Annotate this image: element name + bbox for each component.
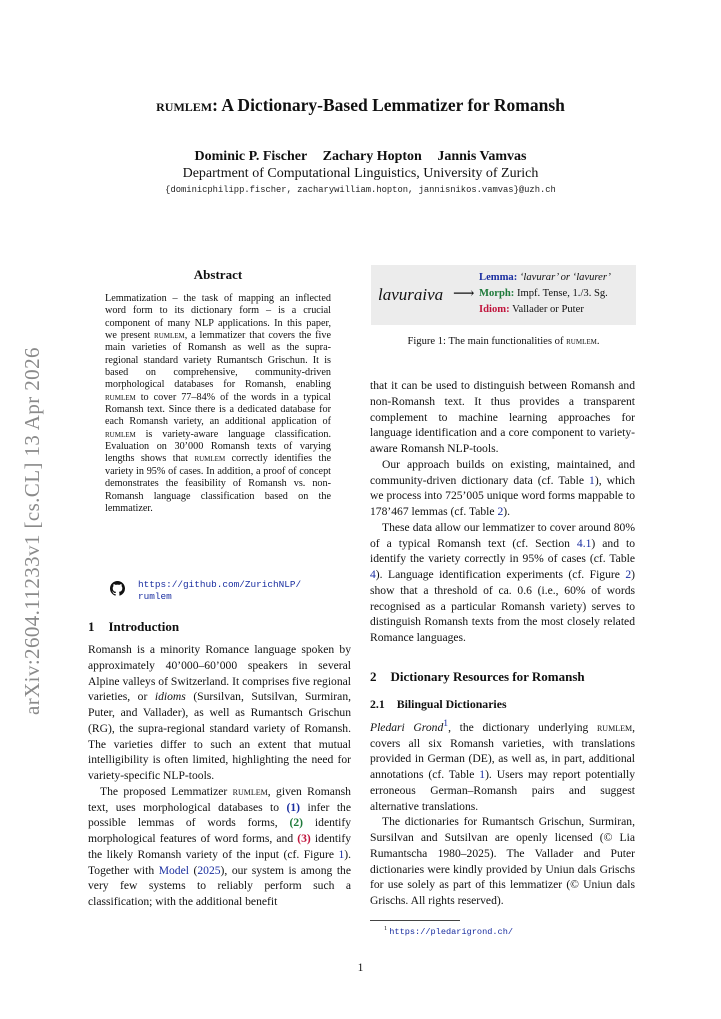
- paragraph: These data allow our lemmatizer to cover around 80% of a typical Romansh text (cf. Section 4.1) and to identify the variety correctly in 95% of cases (cf. Table 4). Language identification experiments (cf. Figure 2) show that a threshold of ca. 0.6 (i.e., 60% of words recognised as a particular Romansh variety) serves to distinguish Romansh texts from the most closely related Romance languages.: [370, 520, 635, 644]
- paragraph: The dictionaries for Rumantsch Grischun, Surmiran, Sursilvan and Sutsilvan are openly licensed (© Lia Rumantscha 1980–2025). The Vallader and Puter dictionaries were kindly provided by Uniun dals Grischs for use solely as part of this lemmatizer (© Uniun dals Grischs. All rights reserved).: [370, 815, 635, 908]
- author-list: [0, 149, 721, 165]
- figure-caption: Figure 1: The main functionalities of rumlem.: [407, 336, 600, 347]
- figure-1: [371, 265, 636, 325]
- example-word: lavuraiva: [378, 285, 444, 304]
- github-icon: [110, 581, 125, 596]
- figure-ref[interactable]: 1: [338, 847, 345, 861]
- arrow-right-icon: ⟶: [453, 286, 475, 302]
- footnote: $^1$ https://pledarigrond.ch/: [384, 925, 514, 937]
- arxiv-identifier: arXiv:2604.11233v1 [cs.CL] 13 Apr 2026: [20, 347, 44, 715]
- footnote-ref[interactable]: 1: [443, 718, 449, 729]
- table-ref[interactable]: 1: [479, 768, 486, 782]
- affiliation: Department of Computational Linguistics, University of Zurich: [182, 166, 539, 181]
- subsection-heading: 2.1 Bilingual Dictionaries: [370, 697, 507, 711]
- author-name: Dominic P. Fischer: [194, 149, 308, 164]
- lemma-row: Lemma: ‘lavurar’ or ‘lavurer’: [479, 272, 611, 283]
- paper-title: [0, 95, 721, 116]
- figure-ref[interactable]: 2: [625, 568, 632, 581]
- paragraph: The proposed Lemmatizer rumlem, given Romansh text, uses morphological databases to (1) infer the possible lemmas of words forms, (2) identify morphological features of word forms, and (3) identify the likely Romansh variety of the input (cf. Figure 1). Together with Model (2025), our system is among the very few systems to reliably perform such a classification; with the additional benefit: [88, 784, 351, 908]
- idiom-row: Idiom: Vallader or Puter: [479, 304, 584, 315]
- paragraph: Romansh is a minority Romance language spoken by approximately 40’000–60’000 speakers in several Alpine valleys of Switzerland. It comprises five regional varieties, or idioms (Sursilvan, Sutsilvan, Surmiran, Puter, and Vallader), as well as Rumantsch Grischun (RG), the supra-regional standard variety of Romansh. The varieties differ to such an extent that mutual intelligibility is often limited, highlighting the need for variety-specific NLP-tools.: [88, 643, 352, 782]
- section-2-body: [370, 716, 635, 909]
- paragraph: Pledari Grond$^1$, the dictionary underlying rumlem, covers all six Romansh varieties, with translations provided in German (DE), as well as, in part, additional annotations (cf. Table 1). Users may report potentially erroneous German–Romansh pairs and suggest alternative translations.: [370, 718, 636, 813]
- footnote-url[interactable]: https://pledarigrond.ch/: [389, 926, 514, 937]
- introduction-body: [88, 642, 351, 910]
- right-column-body: [370, 378, 635, 646]
- repo-url[interactable]: https://github.com/ZurichNLP/ rumlem: [138, 579, 302, 602]
- citation-year-link[interactable]: 2025: [197, 863, 221, 877]
- table-ref[interactable]: 2: [497, 505, 504, 518]
- system-name: rumlem: [156, 95, 213, 115]
- title-text: : A Dictionary-Based Lemmatizer for Romansh: [212, 95, 565, 115]
- section-heading: 1 Introduction: [88, 619, 180, 634]
- abstract-text: Lemmatization – the task of mapping an inflected word form to its dictionary form – is a crucial component of many NLP applications. In this paper, we present rumlem, a lemmatizer that covers the five main varieties of Romansh as well as the supra-regional standard variety Rumantsch Grischun. It is based on comprehensive, community-driven morphological databases for Romansh, enabling rumlem to cover 77–84% of the words in a typical Romansh text. Since there is a dedicated database for each Romansh variety, an additional application of rumlem is variety-aware language classification. Evaluation on 30’000 Romansh texts of varying lengths shows that rumlem correctly identifies the variety in 95% of cases. In addition, a proof of concept demonstrates the feasibility of Romansh vs. non-Romansh language classification based on the lemmatizer.: [105, 293, 331, 514]
- section-ref[interactable]: 4.1: [576, 536, 592, 550]
- abstract-heading: Abstract: [193, 267, 243, 282]
- footnote-divider: [370, 920, 460, 921]
- table-ref[interactable]: 4: [370, 568, 376, 581]
- author-emails: {dominicphilipp.fischer, zacharywilliam.hopton, jannisnikos.vamvas}@uzh.ch: [165, 185, 556, 195]
- section-heading: 2 Dictionary Resources for Romansh: [370, 669, 585, 684]
- table-ref[interactable]: 1: [589, 473, 595, 487]
- citation-link[interactable]: Model: [158, 863, 189, 877]
- paragraph: Our approach builds on existing, maintained, and community-driven dictionary data (cf. Table 1), which we process into 725’005 unique word forms mappable to 178’467 lemmas (cf. Table 2).: [370, 457, 635, 518]
- marker-3: (3): [297, 832, 311, 845]
- page-number: 1: [357, 962, 364, 974]
- morph-row: Morph: Impf. Tense, 1./3. Sg.: [479, 288, 608, 299]
- marker-1: (1): [286, 800, 301, 814]
- author-name: Jannis Vamvas: [437, 149, 527, 164]
- paragraph: that it can be used to distinguish between Romansh and non-Romansh text. It thus provides a transparent complement to machine learning approaches for language identification and a core component to variety-aware Romansh NLP-tools.: [370, 379, 635, 455]
- author-name: Zachary Hopton: [322, 149, 422, 164]
- repository-link[interactable]: [110, 579, 330, 603]
- marker-2: (2): [289, 816, 304, 830]
